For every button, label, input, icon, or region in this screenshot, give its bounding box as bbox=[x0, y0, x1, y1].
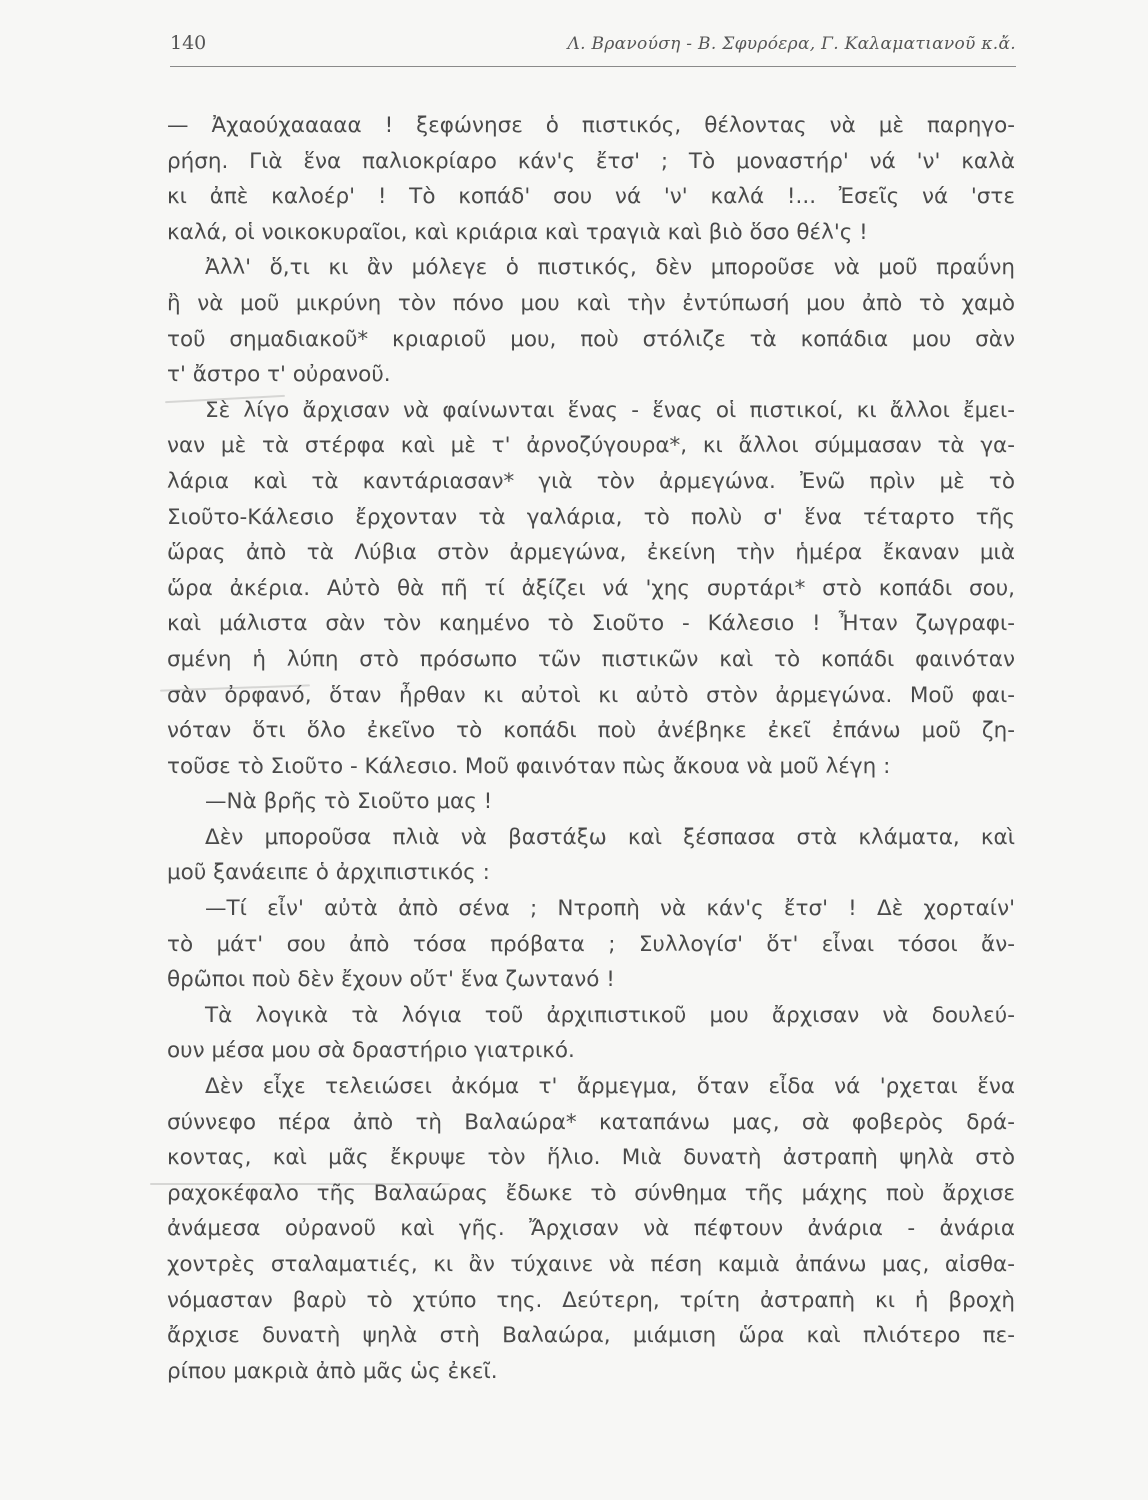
text-line: Σιοῦτο-Κάλεσιο ἔρχονταν τὰ γαλάρια, τὸ πολὺ σ' ἕνα τέταρτο τῆς bbox=[167, 504, 1015, 530]
paragraph bbox=[167, 998, 1015, 1069]
text-line: νόμασταν βαρὺ τὸ χτύπο της. Δεύτερη, τρίτη ἀστραπὴ κι ἡ βροχὴ bbox=[167, 1287, 1015, 1313]
header-rule bbox=[170, 66, 1016, 67]
text-line: ναν μὲ τὰ στέρφα καὶ μὲ τ' ἀρνοζύγουρα*, κι ἄλλοι σύμμασαν τὰ γα- bbox=[167, 433, 1015, 459]
text-line: Ἀλλ' ὅ,τι κι ἂν μόλεγε ὁ πιστικός, δὲν μποροῦσε νὰ μοῦ πραΰνη bbox=[205, 255, 1015, 281]
text-line: τοῦ σημαδιακοῦ* κριαριοῦ μου, ποὺ στόλιζε τὰ κοπάδια μου σὰν bbox=[167, 326, 1015, 352]
text-line: τ' ἄστρο τ' οὐρανοῦ. bbox=[167, 362, 391, 388]
text-line: Τὰ λογικὰ τὰ λόγια τοῦ ἀρχιπιστικοῦ μου ἄρχισαν νὰ δουλεύ- bbox=[205, 1002, 1015, 1028]
text-line: νόταν ὅτι ὅλο ἐκεῖνο τὸ κοπάδι ποὺ ἀνέβηκε ἐκεῖ ἐπάνω μοῦ ζη- bbox=[167, 718, 1015, 744]
text-line: Δὲν μποροῦσα πλιὰ νὰ βαστάξω καὶ ξέσπασα στὰ κλάματα, καὶ bbox=[205, 824, 1015, 850]
text-line: ὥρας ἀπὸ τὰ Λύβια στὸν ἀρμεγώνα, ἐκείνη τὴν ἡμέρα ἔκαναν μιὰ bbox=[167, 540, 1015, 566]
paragraph bbox=[167, 108, 1015, 250]
paragraph bbox=[167, 250, 1015, 392]
text-line: —Τί εἶν' αὐτὰ ἀπὸ σένα ; Ντροπὴ νὰ κάν'ς ἔτσ' ! Δὲ χορταίν' bbox=[205, 896, 1015, 922]
text-line: ραχοκέφαλο τῆς Βαλαώρας ἔδωκε τὸ σύνθημα τῆς μάχης ποὺ ἄρχισε bbox=[167, 1180, 1015, 1206]
paragraph bbox=[167, 784, 1015, 820]
paragraph bbox=[167, 393, 1015, 785]
text-line: ἢ νὰ μοῦ μικρύνη τὸν πόνο μου καὶ τὴν ἐντύπωσή μου ἀπὸ τὸ χαμὸ bbox=[167, 290, 1015, 316]
text-line: θρῶποι ποὺ δὲν ἔχουν οὔτ' ἕνα ζωντανό ! bbox=[167, 967, 615, 993]
text-line: —Νὰ βρῆς τὸ Σιοῦτο μας ! bbox=[205, 789, 493, 815]
text-line: τὸ μάτ' σου ἀπὸ τόσα πρόβατα ; Συλλογίσ' ὅτ' εἶναι τόσοι ἄν- bbox=[167, 931, 1015, 957]
text-line: κι ἀπὲ καλοέρ' ! Τὸ κοπάδ' σου νά 'ν' καλά !... Ἐσεῖς νά 'στε bbox=[167, 184, 1015, 210]
paragraph bbox=[167, 891, 1015, 998]
text-line: καλά, οἱ νοικοκυραῖοι, καὶ κριάρια καὶ τραγιὰ καὶ βιὸ ὅσο θέλ'ς ! bbox=[167, 219, 868, 245]
text-line: ρήση. Γιὰ ἕνα παλιοκρίαρο κάν'ς ἔτσ' ; Τὸ μοναστήρ' νά 'ν' καλὰ bbox=[167, 148, 1015, 174]
page-number: 140 bbox=[170, 32, 207, 54]
running-header bbox=[170, 30, 1016, 64]
text-line: καὶ μάλιστα σὰν τὸν καημένο τὸ Σιοῦτο - Κάλεσιο ! Ἦταν ζωγραφι- bbox=[167, 611, 1015, 637]
body-text bbox=[167, 108, 1015, 1389]
text-line: ἄρχισε δυνατὴ ψηλὰ στὴ Βαλαώρα, μιάμιση ὥρα καὶ πλιότερο πε- bbox=[167, 1323, 1015, 1349]
text-line: Σὲ λίγο ἄρχισαν νὰ φαίνωνται ἕνας - ἕνας οἱ πιστικοί, κι ἄλλοι ἔμει- bbox=[205, 397, 1015, 423]
paragraph bbox=[167, 820, 1015, 891]
text-line: ουν μέσα μου σὰ δραστήριο γιατρικό. bbox=[167, 1038, 575, 1064]
text-line: σμένη ἡ λύπη στὸ πρόσωπο τῶν πιστικῶν καὶ τὸ κοπάδι φαινόταν bbox=[167, 646, 1015, 672]
text-line: χοντρὲς σταλαματιές, κι ἂν τύχαινε νὰ πέση καμιὰ ἀπάνω μας, αἰσθα- bbox=[167, 1252, 1015, 1277]
text-line: ἀνάμεσα οὐρανοῦ καὶ γῆς. Ἄρχισαν νὰ πέφτουν ἀνάρια - ἀνάρια bbox=[167, 1216, 1015, 1242]
text-line: τοῦσε τὸ Σιοῦτο - Κάλεσιο. Μοῦ φαινόταν πὼς ἄκουα νὰ μοῦ λέγη : bbox=[167, 753, 891, 779]
text-line: σὰν ὀρφανό, ὅταν ἦρθαν κι αὐτοὶ κι αὐτὸ στὸν ἀρμεγώνα. Μοῦ φαι- bbox=[167, 682, 1015, 708]
paragraph bbox=[167, 1069, 1015, 1389]
running-title: Λ. Βρανούση - Β. Σφυρόερα, Γ. Καλαματιανοῦ κ.ἄ. bbox=[567, 34, 1016, 54]
text-line: μοῦ ξανάειπε ὁ ἀρχιπιστικός : bbox=[167, 860, 490, 886]
text-line: ὥρα ἀκέρια. Αὐτὸ θὰ πῆ τί ἀξίζει νά 'χης συρτάρι* στὸ κοπάδι σου, bbox=[167, 575, 1015, 601]
text-line: κοντας, καὶ μᾶς ἔκρυψε τὸν ἥλιο. Μιὰ δυνατὴ ἀστραπὴ ψηλὰ στὸ bbox=[167, 1145, 1015, 1171]
text-line: ρίπου μακριὰ ἀπὸ μᾶς ὡς ἐκεῖ. bbox=[167, 1358, 498, 1384]
text-line: — Ἀχαούχααααα ! ξεφώνησε ὁ πιστικός, θέλοντας νὰ μὲ παρηγο- bbox=[167, 113, 1015, 138]
text-line: λάρια καὶ τὰ καντάριασαν* γιὰ τὸν ἀρμεγώνα. Ἐνῶ πρὶν μὲ τὸ bbox=[167, 468, 1015, 494]
text-line: σύννεφο πέρα ἀπὸ τὴ Βαλαώρα* καταπάνω μας, σὰ φοβερὸς δρά- bbox=[167, 1109, 1015, 1135]
text-line: Δὲν εἶχε τελειώσει ἀκόμα τ' ἄρμεγμα, ὅταν εἶδα νά 'ρχεται ἕνα bbox=[205, 1074, 1015, 1100]
